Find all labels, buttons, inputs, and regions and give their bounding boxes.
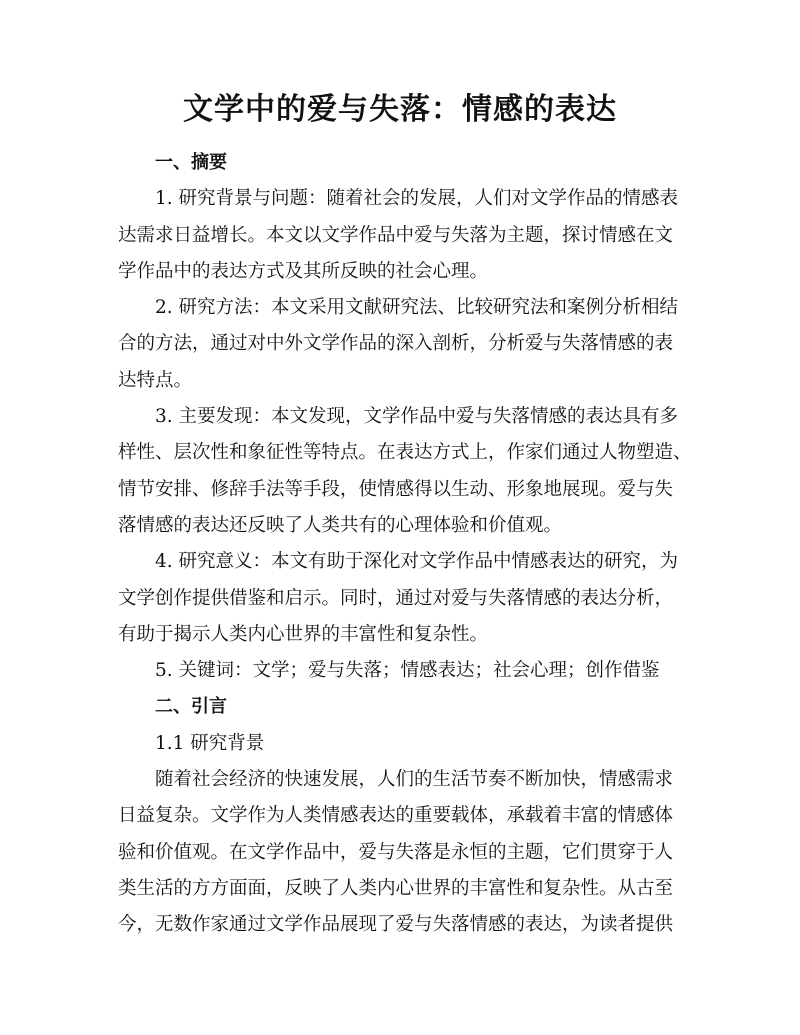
section-heading: 二、引言 [155, 696, 227, 718]
text-line: 达特点。 [118, 369, 193, 391]
text-line: 1. 研究背景与问题：随着社会的发展，人们对文学作品的情感表 [155, 188, 679, 210]
text-line: 文学创作提供借鉴和启示。同时，通过对爱与失落情感的表达分析， [118, 587, 674, 609]
text-line: 5. 关键词：文学；爱与失落；情感表达；社会心理；创作借鉴 [155, 660, 660, 682]
document-title: 文学中的爱与失落：情感的表达 [183, 92, 617, 127]
text-line: 4. 研究意义：本文有助于深化对文学作品中情感表达的研究，为 [155, 551, 679, 573]
text-line: 今，无数作家通过文学作品展现了爱与失落情感的表达，为读者提供 [118, 914, 674, 936]
text-line: 情节安排、修辞手法等手段，使情感得以生动、形象地展现。爱与失 [118, 478, 674, 500]
text-line: 落情感的表达还反映了人类共有的心理体验和价值观。 [118, 514, 563, 536]
section-heading: 一、摘要 [155, 152, 227, 173]
text-line: 样性、层次性和象征性等特点。在表达方式上，作家们通过人物塑造、 [118, 442, 692, 464]
text-line: 达需求日益增长。本文以文学作品中爱与失落为主题，探讨情感在文 [118, 224, 674, 246]
text-line: 随着社会经济的快速发展，人们的生活节奏不断加快，情感需求 [155, 769, 674, 791]
text-line: 验和价值观。在文学作品中，爱与失落是永恒的主题，它们贯穿于人 [118, 841, 674, 863]
text-line: 2. 研究方法：本文采用文献研究法、比较研究法和案例分析相结 [155, 297, 679, 319]
document-body [118, 145, 692, 944]
text-line: 1.1 研究背景 [155, 732, 265, 754]
text-line: 日益复杂。文学作为人类情感表达的重要载体，承载着丰富的情感体 [118, 805, 674, 827]
text-line: 3. 主要发现：本文发现，文学作品中爱与失落情感的表达具有多 [155, 406, 679, 428]
text-line: 类生活的方方面面，反映了人类内心世界的丰富性和复杂性。从古至 [118, 877, 674, 899]
text-line: 有助于揭示人类内心世界的丰富性和复杂性。 [118, 623, 489, 645]
text-line: 学作品中的表达方式及其所反映的社会心理。 [118, 260, 489, 282]
text-line: 合的方法，通过对中外文学作品的深入剖析，分析爱与失落情感的表 [118, 333, 674, 355]
